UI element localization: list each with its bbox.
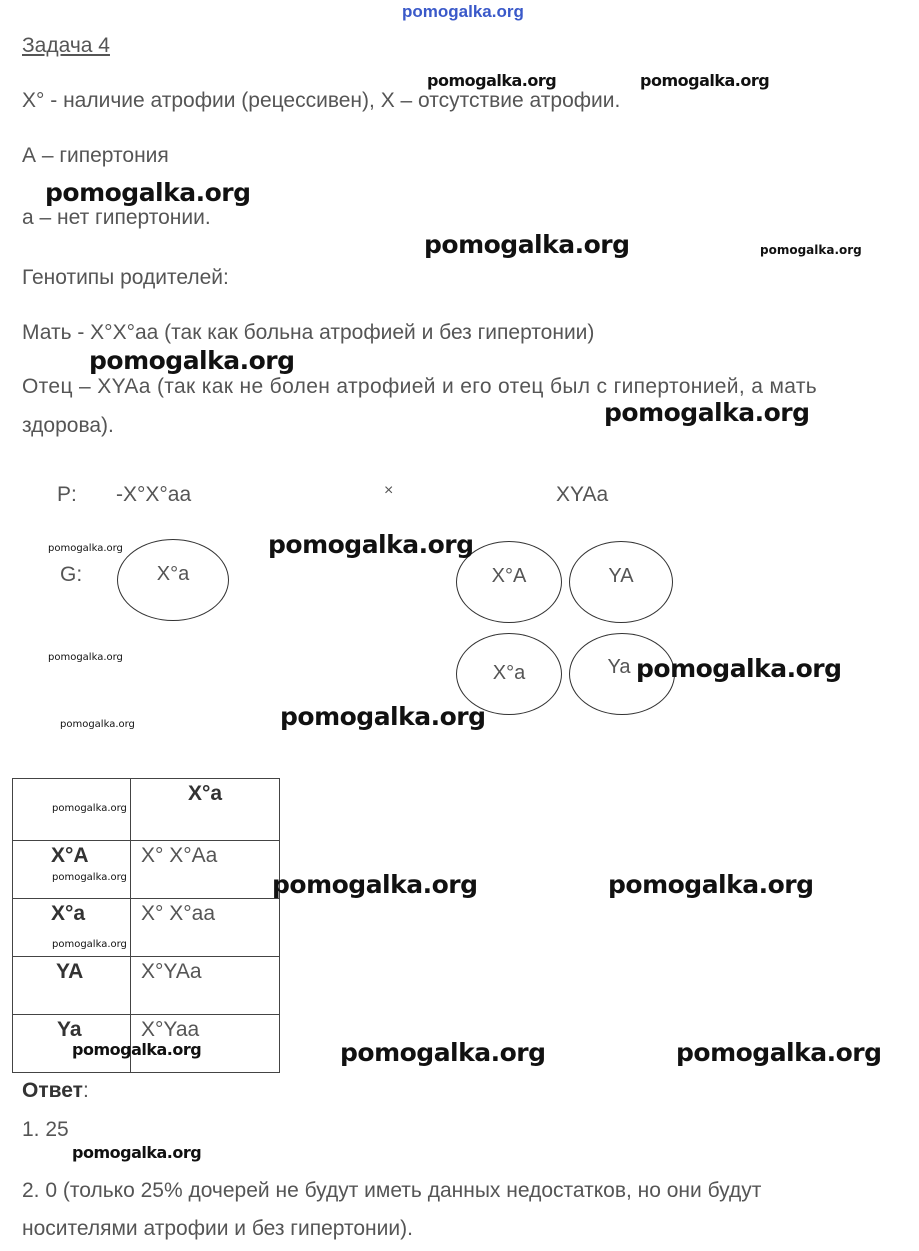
table-row <box>13 841 280 899</box>
watermark: pomogalka.org <box>48 652 123 663</box>
watermark: pomogalka.org <box>676 1038 882 1067</box>
cross-father-genotype: XYAa <box>556 483 609 506</box>
answer-heading <box>22 1079 89 1103</box>
text-line-no-hypertension: а – нет гипертонии. <box>22 206 211 229</box>
watermark: pomogalka.org <box>608 870 814 899</box>
gamete-mother <box>117 539 229 621</box>
watermark: pomogalka.org <box>640 71 770 90</box>
watermark: pomogalka.org <box>280 702 486 731</box>
gamete-father-1-label: X°A <box>491 564 527 587</box>
watermark: pomogalka.org <box>52 939 127 950</box>
watermark: pomogalka.org <box>604 398 810 427</box>
watermark: pomogalka.org <box>60 719 135 730</box>
watermark: pomogalka.org <box>268 530 474 559</box>
text-line-mother: Мать - X°X°аа (так как больна атрофией и без гипертонии) <box>22 321 595 344</box>
watermark: pomogalka.org <box>52 803 127 814</box>
watermark: pomogalka.org <box>72 1143 202 1162</box>
gamete-father-4-label: Ya <box>607 655 631 678</box>
task-title: Задача 4 <box>22 34 110 57</box>
table-cell-genotype: X° X°Aa <box>131 841 280 899</box>
text-line-atrophy: X° - наличие атрофии (рецессивен), X – отсутствие атрофии. <box>22 89 621 112</box>
watermark: pomogalka.org <box>45 178 251 207</box>
watermark: pomogalka.org <box>48 543 123 554</box>
text-line-father: Отец – XYAа (так как не болен атрофией и его отец был с гипертонией, а мать <box>22 375 818 398</box>
table-row-header: YA <box>13 957 131 1015</box>
watermark: pomogalka.org <box>89 346 295 375</box>
table-row-header: X°A <box>13 841 131 899</box>
text-line-hypertension: А – гипертония <box>22 144 169 167</box>
table-cell-genotype: X°Yaa <box>131 1015 280 1073</box>
gamete-father-2-label: YA <box>608 564 634 587</box>
table-row-header: X°a <box>13 899 131 957</box>
watermark: pomogalka.org <box>340 1038 546 1067</box>
answer-line-2-cont: носителями атрофии и без гипертонии). <box>22 1217 413 1240</box>
watermark: pomogalka.org <box>72 1040 202 1059</box>
watermark: pomogalka.org <box>760 243 862 257</box>
watermark: pomogalka.org <box>636 654 842 683</box>
answer-line-2: 2. 0 (только 25% дочерей не будут иметь данных недостатков, но они будут <box>22 1179 762 1202</box>
text-line-parents-genotypes: Генотипы родителей: <box>22 266 229 289</box>
table-col-header: X°a <box>131 779 280 841</box>
gamete-mother-label: X°a <box>156 562 190 585</box>
watermark: pomogalka.org <box>272 870 478 899</box>
watermark-top: pomogalka.org <box>402 2 524 21</box>
cross-p-label: P: <box>57 483 77 506</box>
table-cell-genotype: X°YAa <box>131 957 280 1015</box>
table-cell-genotype: X° X°aa <box>131 899 280 957</box>
text-line-father-cont: здорова). <box>22 414 114 437</box>
punnett-table <box>12 778 280 1073</box>
gamete-father-2 <box>569 541 673 623</box>
watermark: pomogalka.org <box>424 230 630 259</box>
answer-colon: : <box>82 1079 89 1102</box>
cross-times-sign: × <box>384 482 394 499</box>
table-row-header: Ya <box>13 1015 131 1073</box>
cross-mother-genotype: -X°X°аа <box>116 483 192 506</box>
answer-line-1: 1. 25 <box>22 1118 69 1141</box>
watermark: pomogalka.org <box>427 71 557 90</box>
table-row <box>13 957 280 1015</box>
gamete-father-3-label: X°a <box>492 661 526 684</box>
watermark: pomogalka.org <box>52 872 127 883</box>
answer-label: Ответ <box>22 1079 83 1102</box>
gametes-g-label: G: <box>60 563 83 586</box>
